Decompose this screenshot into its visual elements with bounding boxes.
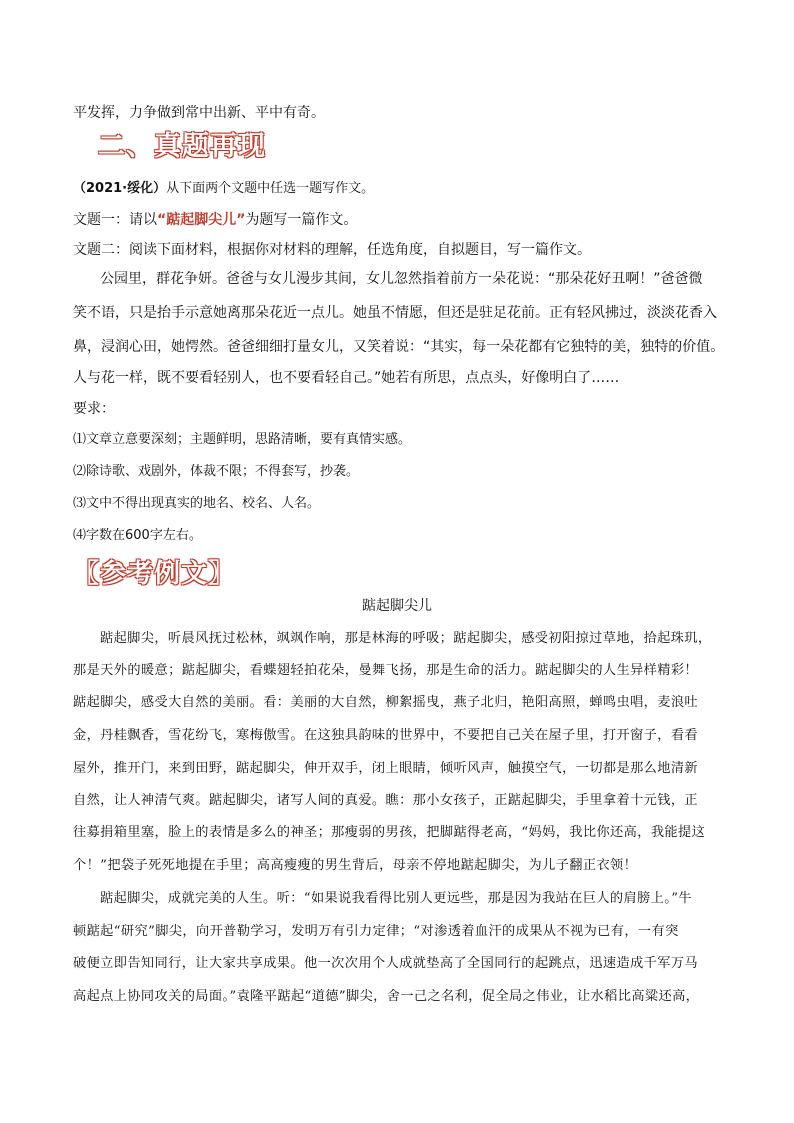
question-source-line	[73, 180, 374, 198]
topic-two: 文题二：阅读下面材料，根据你对材料的理解，任选角度，自拟题目，写一篇作文。	[73, 242, 591, 258]
material-line: 人与花一样，既不要看轻别人，也不要看轻自己。”她若有所思，点点头，好像明白了……	[73, 370, 620, 386]
material-line: 笑不语，只是抬手示意她离那朵花近一点儿。她虽不情愿，但还是驻足花前。正有轻风拂过，淡淡花香入	[73, 305, 717, 321]
essay-line: 屋外，推开门，来到田野，踮起脚尖，伸开双手，闭上眼睛，倾听风声，触摸空气，一切都是那么地清新	[73, 761, 699, 776]
essay-line: 踮起脚尖，听晨风抚过松林，飒飒作响，那是林海的呼吸；踮起脚尖，感受初阳掠过草地，拾起珠玑，	[100, 631, 712, 646]
question-source: （2021·绥化）	[73, 181, 167, 196]
requirements-label: 要求：	[73, 401, 115, 417]
section-heading: 二、真题再现	[98, 131, 266, 162]
essay-line: 那是天外的暖意；踮起脚尖，看蝶翅轻拍花朵，曼舞飞扬，那是生命的活力。踮起脚尖的人生异样精彩！	[73, 663, 699, 678]
topic-one	[73, 211, 357, 229]
requirement-item: ⑶文中不得出现真实的地名、校名、人名。	[73, 496, 321, 511]
question-intro: 从下面两个文题中任选一题写作文。	[166, 181, 375, 196]
essay-line: 顿踮起“研究”脚尖，向开普勒学习，发明万有引力定律；“对渗透着血汗的成果从不视为已有，一有突	[73, 924, 679, 939]
essay-line: 高起点上协同攻关的局面。”袁隆平踮起“道德”脚尖，舍一己之名利，促全局之伟业，让水稻比高粱还高，	[73, 989, 700, 1004]
material-line: 鼻，浸润心田，她愕然。爸爸细细打量女儿，又笑着说：“其实，每一朵花都有它独特的美，独特的价值。	[73, 339, 725, 355]
requirement-item: ⑵除诗歌、戏剧外，体裁不限；不得套写，抄袭。	[73, 464, 360, 479]
reference-heading: 〖参考例文〗	[73, 559, 236, 589]
essay-line: 往募捐箱里塞，脸上的表情是多么的神圣；那瘦弱的男孩，把脚踮得老高，“妈妈，我比你还高，我能提这	[73, 825, 706, 840]
requirement-item: ⑴文章立意要深刻；主题鲜明，思路清晰，要有真情实感。	[73, 432, 412, 447]
essay-line: 踮起脚尖，感受大自然的美丽。看：美丽的大自然，柳絮摇曳，燕子北归，艳阳高照，蝉鸣虫唱，麦浪吐	[73, 695, 699, 710]
essay-line: 金，丹桂飘香，雪花纷飞，寒梅傲雪。在这独具韵味的世界中，不要把自己关在屋子里，打开窗子，看看	[73, 728, 699, 743]
topic-one-title: “踮起脚尖儿”	[157, 212, 246, 228]
essay-title: 踮起脚尖儿	[362, 598, 432, 614]
topic-one-suffix: 为题写一篇作文。	[245, 212, 358, 228]
intro-line: 平发挥，力争做到常中出新、平中有奇。	[73, 105, 325, 121]
essay-line: 自然，让人神清气爽。踮起脚尖，诸写人间的真爱。瞧：那小女孩子，正踮起脚尖，手里拿着十元钱，正	[73, 793, 699, 808]
essay-line: 个！”把袋子死死地提在手里；高高瘦瘦的男生背后，母亲不停地踮起脚尖，为儿子翻正衣领！	[73, 858, 638, 873]
essay-line: 破便立即告知同行，让大家共享成果。他一次次用个人成就垫高了全国同行的起跳点，迅速造成千军万马	[73, 956, 699, 971]
material-line: 公园里，群花争妍。爸爸与女儿漫步其间，女儿忽然指着前方一朵花说：“那朵花好丑啊！”爸爸微	[100, 271, 703, 287]
essay-line: 踮起脚尖，成就完美的人生。听：“如果说我看得比别人更远些，那是因为我站在巨人的肩膀上。”牛	[100, 891, 692, 906]
topic-one-prefix: 文题一：请以	[73, 212, 157, 228]
requirement-item: ⑷字数在600字左右。	[73, 528, 202, 543]
